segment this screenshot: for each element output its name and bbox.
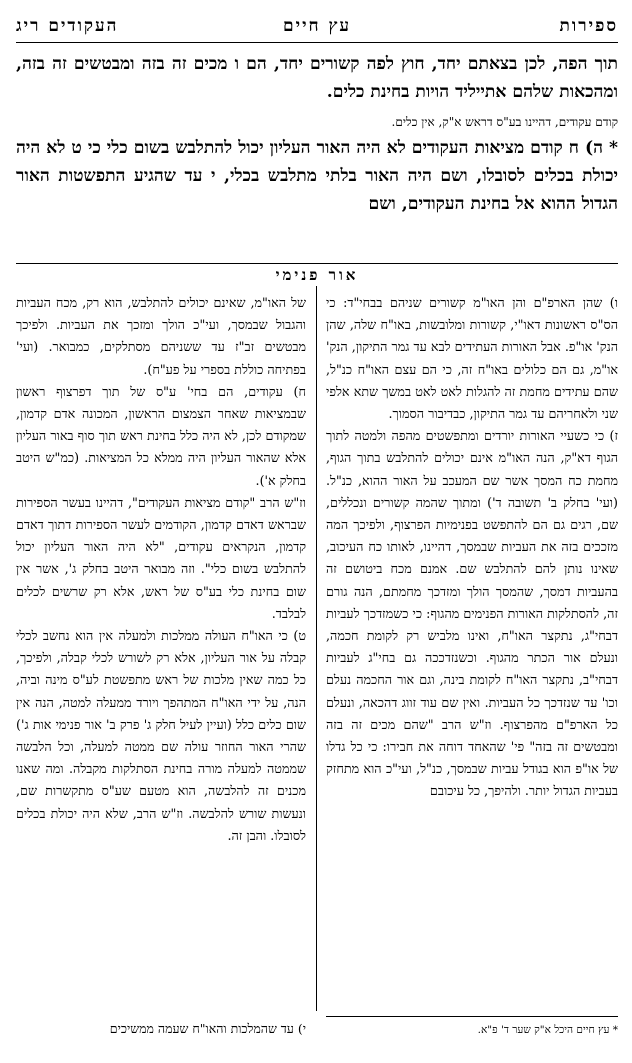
commentary-right-column <box>326 292 618 803</box>
margin-note: קודם עקודים, דהיינו בע"ס דראש א"ק, אין כלים. <box>391 115 618 129</box>
intro-paragraph: תוך הפה, לכן בצאתם יחד, חוץ לפה קשורים יחד, הם ו מכים זה בזה ומבטשים זה בזה, ומהכאות שלהם אתייליד הויות בחינת כלים. <box>16 54 618 102</box>
commentary-paragraph: ז) כי כשעיי האורות יורדים ומתפשטים מהפה ולמטה לתוך הגוף דא"ק, הנה האו"מ אינם יכולים להתלבש בתוך הגוף, מחמת כח המסך אשר שם המעכב על האור ההוא, כנ"ל. (ועי' בחלק ב' תשובה ד') ומתוך שהמה קשורים ונכללים, שם, רגים גם הם להתפשט בפנימיות הפרצוף, ולפיכך המה מזככים בזה את העביות שבמסך, דהיינו, לאותו כח העיכוב, שאינו נותן להם להתלבש שם. אמנם מכח ביטושם זה בהעביות דמסך, שהמסך הולך ומזדכך מחמתם, הנה גורם זה, להסתלקות האורות הפנימים מהגוף: כי כשמזדכך לעביות דבחי"ג, נתקצר האו"ח, ואינו מלביש רק לקומת חכמה, ונעלם אור הכתר מהגוף. וכשנזדככה גם בחי"ג לעביות דבחי"ב, נתקצר האו"ח לקומת בינה, וגם אור החכמה נעלם וכו' עד שנזדכך כל העביות. ואין שם עוד זווג דהכאה, ונעלם כל הארפ"ם מהפרצוף. וז"ש הרב "שהם מכים זה בזה ומבטשים זה בזה" פי' שהאחד דוחה את חבירו: כי כל גדלו של או"פ הוא בגודל עביות שבמסך, כנ"ל, ועי"כ הוא מתחזק בעביות הגדול יותר. ולהיפך, כל עיכובם <box>326 428 618 799</box>
column-rule <box>316 286 317 1011</box>
header-book-title: עץ חיים <box>283 16 351 36</box>
commentary-paragraph: ח) עקודים, הם בחי' ע"ס של תוך דפרצוף ראשון שבמציאות שאחר הצמצום הראשון, המכונה אדם קדמון, שמקודם לכן, לא היה כלל בחינת ראש תוך סוף באור העליון אלא שהאור העליון היה ממלא כל המציאות. (כמ"ש היטב בחלק א'). <box>16 383 306 488</box>
section-five-text: * ה) ח קודם מציאות העקודים לא היה האור העליון יכול להתלבש בשום כלי כי ט לא היה יכולת בכלים לסובלו, ושם היה האור בלתי מתלבש בכלי, י עד שהגיע התפשטות האור הגדול ההוא אל בחינת העקודים, ושם <box>16 138 618 214</box>
commentary-paragraph: ו) שהן הארפ"ם והן האו"מ קשורים שניהם בבחי"ד: כי הס"ס ראשונות דאו"י, קשורות ומלובשות, באו"ח שלה, שהן הנק' או"פ. אבל האורות העתידים לבא עד גמר התיקון, הנק' או"מ, גם הם כלולים באו"ח זה, כי הם עצם האו"ח כנ"ל, שהם עתידים מחמת זה להגלות לאט לאט במשך שתא אלפי שני ולאחריהם עד גמר התיקון, כבדיבור הסמוך. <box>326 295 618 422</box>
running-header <box>16 14 618 43</box>
header-section-name: ספירות <box>559 16 618 36</box>
commentary-paragraph: ט) כי האו"ח העולה ממלכות ולמעלה אין הוא נחשב לכלי קבלה על אור העליון, אלא רק לשורש לכלי קבלה, ולפיכך, כל כמה שאין מלכות של ראש מתפשטת לע"ס מינה וביה, הנה, על ידי האו"ח המתהפך ויורד ממעלה למטה, הנה אין שום כלים כלל (ועיין לעיל חלק ג' פרק ב' אור פנימי אות ג') שהרי האור החוזר עולה שם ממטה למעלה, וכל הלבשה שממטה למעלה מורה בחינת הסתלקות מקבלה. ומה שאנו מכנים זה להלבשה, הוא מטעם שע"ס מתקשרות שם, ונעשות שורש להלבשה. וז"ש הרב, שלא היה יכולת בכלים לסובלו. והבן זה. <box>16 628 306 843</box>
commentary-paragraph: של האו"מ, שאינם יכולים להתלבש, הוא רק, מכח העביות והגבול שבמסך, ועי"כ הולך ומזכך את העביות. ולפיכך מבטשים זב"ז עד ששניהם מסתלקים, כמבואר. (ועי' בפתיחה כוללת בספרי על פע"ח). <box>16 295 306 377</box>
header-chapter-page: העקודים ריג <box>16 16 119 36</box>
commentary-divider <box>16 263 618 286</box>
commentary-left-column <box>16 292 306 847</box>
commentary-paragraph: וז"ש הרב "קודם מציאות העקודים", דהיינו בעשר הספירות שבראש דאדם קדמון, הקודמים לעשר הספירות דתוך דאדם קדמון, הנקראים עקודים, "לא היה האור העליון יכול להתלבש בשום כלי". וזה מבואר היטב בחלק ג', אשר אין שום בחינת כלי בע"ס של ראש, אלא רק שרשים לכלים לבלבד. <box>16 494 306 621</box>
footnote-rule <box>326 1016 618 1017</box>
footnote: * עץ חיים היכל א"ק שער ד' פ"א. <box>477 1024 618 1036</box>
commentary-title: אור פנימי <box>275 266 359 284</box>
continuation-line: י) עד שהמלכות והאו"ח שעמה ממשיכים <box>109 1021 306 1036</box>
